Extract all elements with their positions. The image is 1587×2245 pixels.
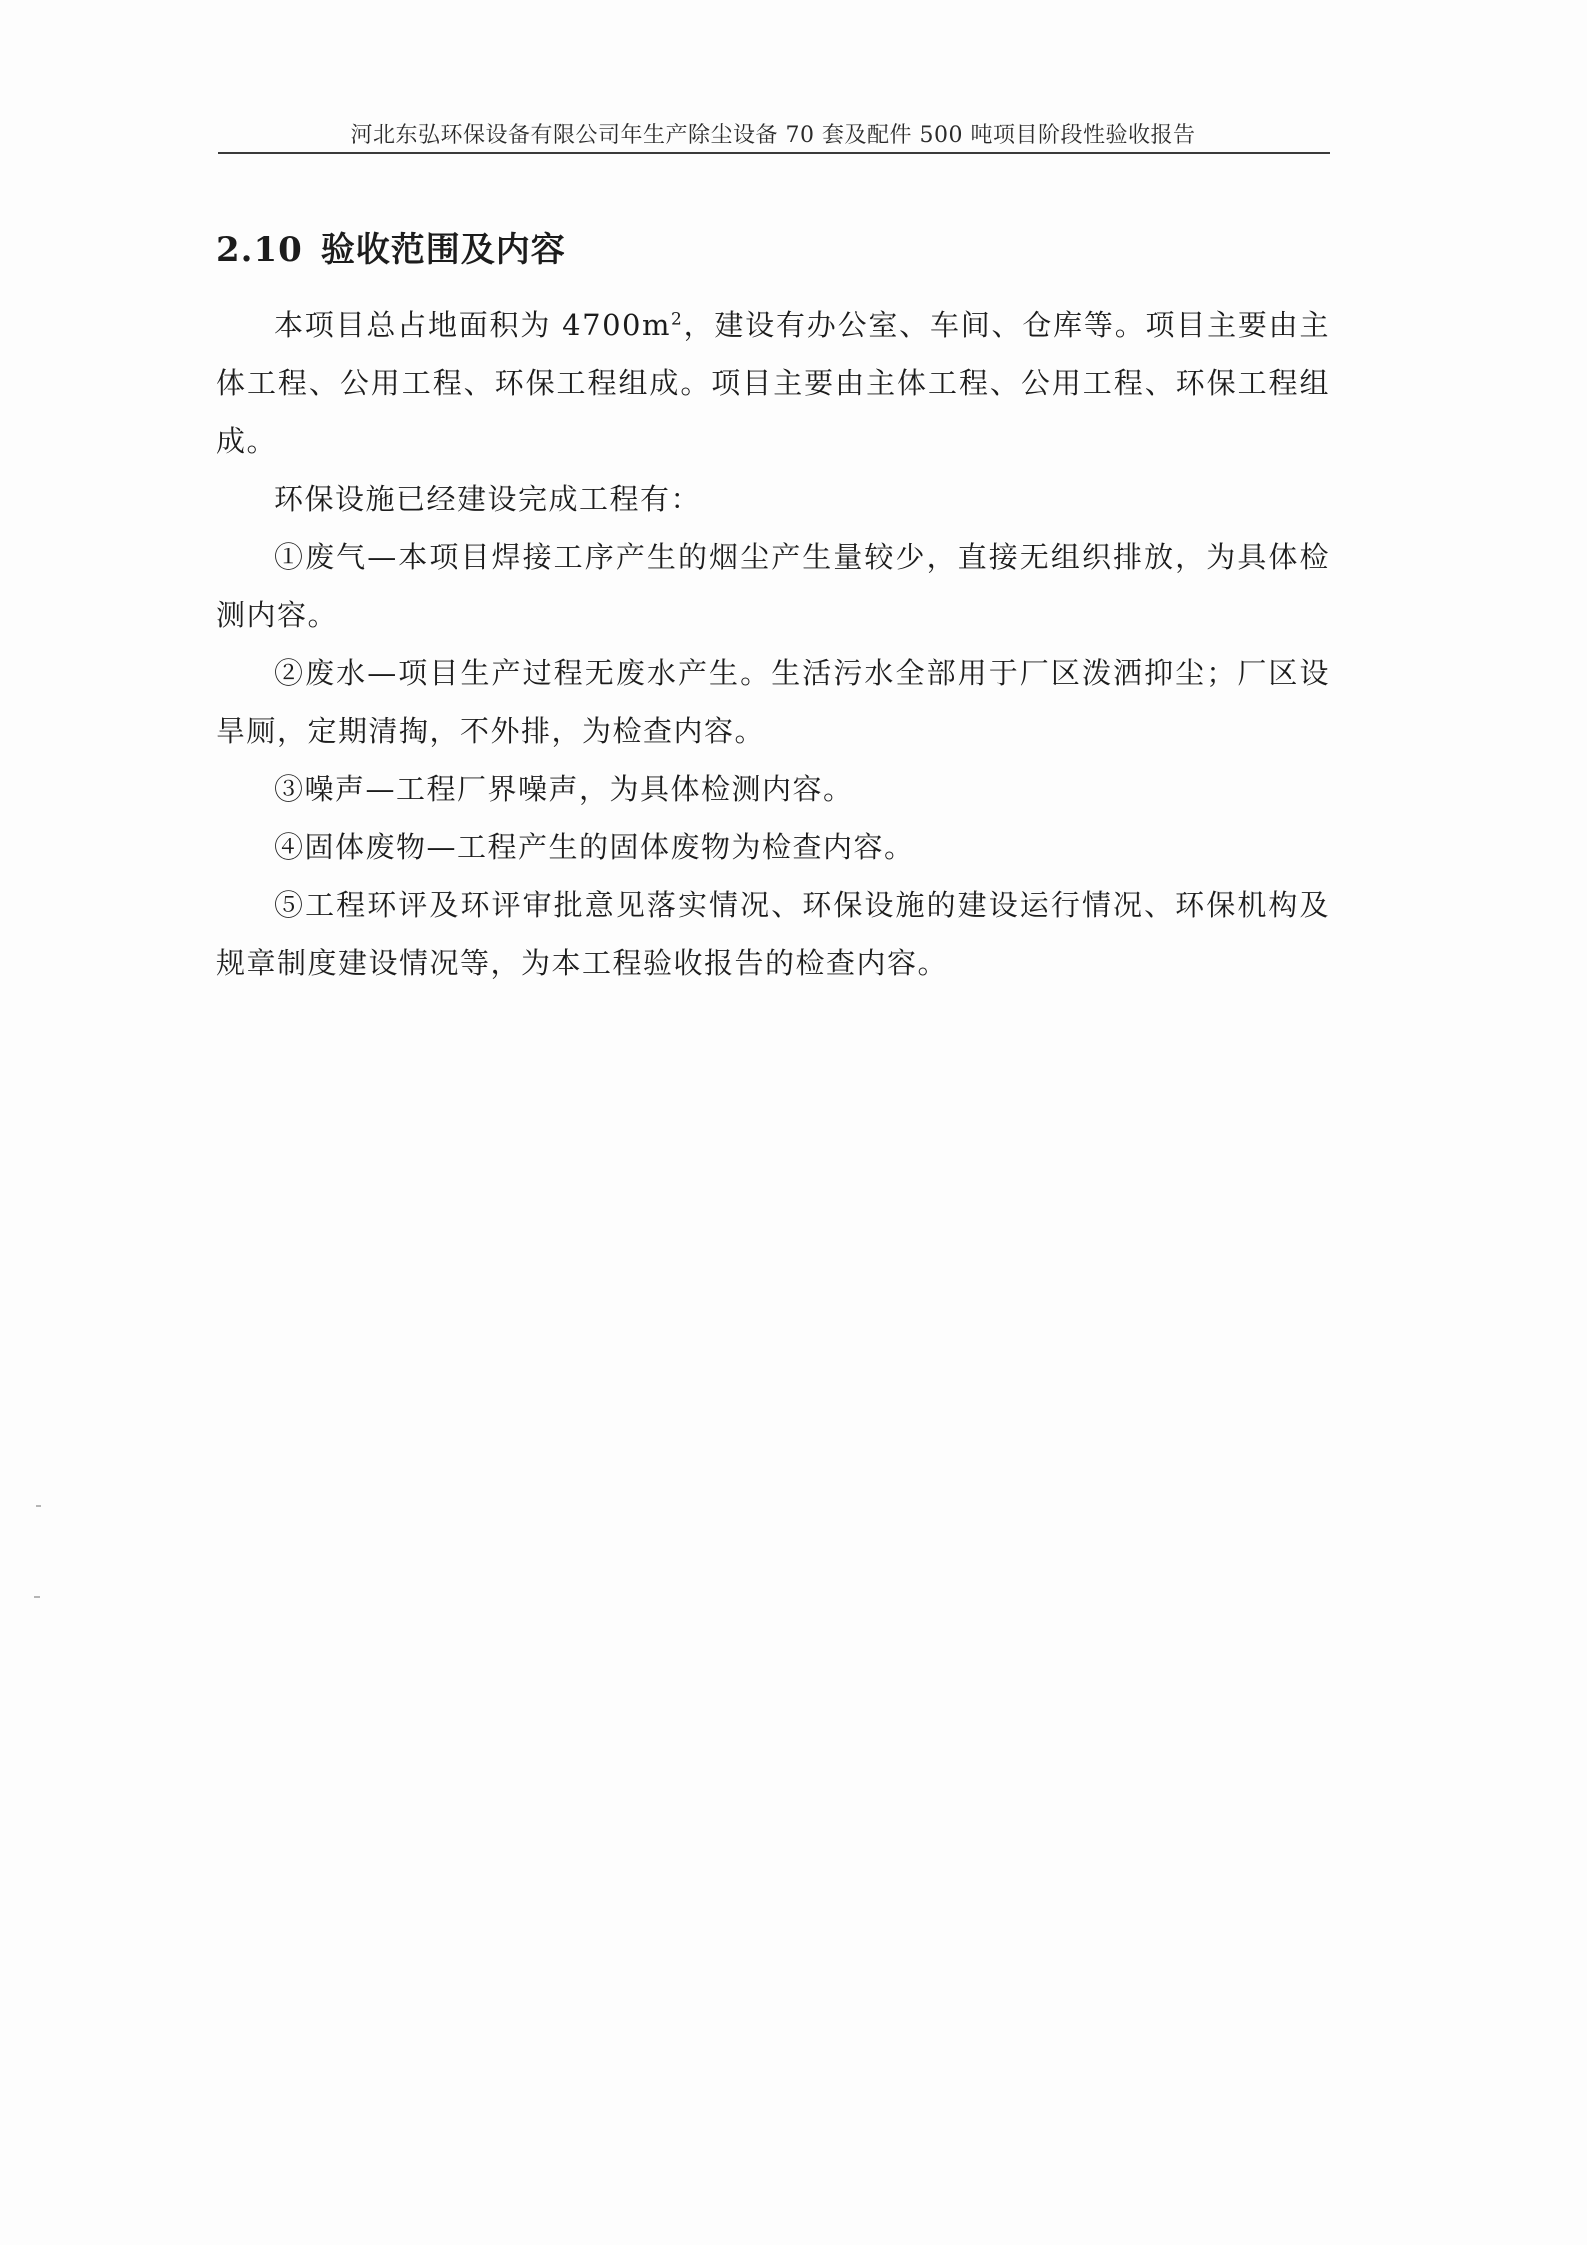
item-solid-waste: ④固体废物—工程产生的固体废物为检查内容。 xyxy=(274,830,915,864)
scan-speck xyxy=(36,1505,41,1507)
intro-text-part1: 本项目总占地面积为 4700m xyxy=(274,308,671,342)
intro-paragraph xyxy=(216,296,1330,470)
completed-works-heading: 环保设施已经建设完成工程有： xyxy=(274,482,702,516)
item-waste-gas: ①废气—本项目焊接工序产生的烟尘产生量较少，直接无组织排放，为具体检测内容。 xyxy=(216,540,1330,632)
item-eia-implementation: ⑤工程环评及环评审批意见落实情况、环保设施的建设运行情况、环保机构及规章制度建设情况等，为本工程验收报告的检查内容。 xyxy=(216,888,1330,980)
item-noise: ③噪声—工程厂界噪声，为具体检测内容。 xyxy=(274,772,854,806)
area-unit-superscript: 2 xyxy=(670,309,684,330)
running-header: 河北东弘环保设备有限公司年生产除尘设备 70 套及配件 500 吨项目阶段性验收报告 xyxy=(350,123,1196,148)
section-title: 验收范围及内容 xyxy=(320,230,566,270)
intro-text-part2: ，建设有办公室、车间、仓库等。项目主要由主体工程、公用工程、环保工程组成。项目主要由主体工程、公用工程、环保工程组成。 xyxy=(216,308,1330,458)
item-waste-water: ②废水—项目生产过程无废水产生。生活污水全部用于厂区泼洒抑尘；厂区设旱厕，定期清掏，不外排，为检查内容。 xyxy=(216,656,1330,748)
section-body xyxy=(216,296,1330,992)
header-rule xyxy=(218,152,1330,154)
section-heading xyxy=(216,222,566,271)
section-number: 2.10 xyxy=(216,230,303,270)
scan-speck xyxy=(34,1596,40,1598)
